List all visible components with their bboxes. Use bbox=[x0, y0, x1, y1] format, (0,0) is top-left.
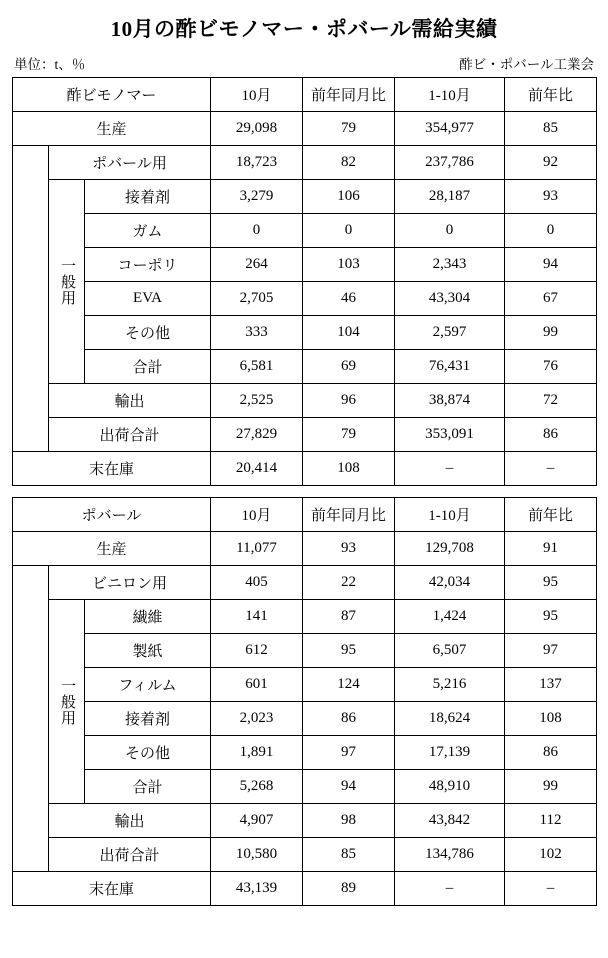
row-value: 353,091 bbox=[395, 418, 505, 452]
table-row bbox=[13, 804, 597, 838]
table-row bbox=[13, 600, 597, 634]
row-value: 20,414 bbox=[211, 452, 303, 486]
row-value: 124 bbox=[303, 668, 395, 702]
row-value: 17,139 bbox=[395, 736, 505, 770]
row-value: 97 bbox=[303, 736, 395, 770]
row-label: 接着剤 bbox=[85, 180, 211, 214]
row-value: 108 bbox=[303, 452, 395, 486]
row-value: – bbox=[505, 872, 597, 906]
row-label: 輸出 bbox=[49, 384, 211, 418]
row-value: 134,786 bbox=[395, 838, 505, 872]
row-value: 94 bbox=[505, 248, 597, 282]
table-header-cell: 前年同月比 bbox=[303, 78, 395, 112]
table-header-cell: 前年比 bbox=[505, 498, 597, 532]
row-value: 405 bbox=[211, 566, 303, 600]
spacer-cell bbox=[13, 146, 49, 452]
row-label: ポバール用 bbox=[49, 146, 211, 180]
row-value: 85 bbox=[303, 838, 395, 872]
table-row bbox=[13, 316, 597, 350]
row-value: 67 bbox=[505, 282, 597, 316]
row-value: 0 bbox=[395, 214, 505, 248]
row-value: 38,874 bbox=[395, 384, 505, 418]
row-value: 237,786 bbox=[395, 146, 505, 180]
row-value: 2,023 bbox=[211, 702, 303, 736]
row-value: 72 bbox=[505, 384, 597, 418]
row-value: 6,581 bbox=[211, 350, 303, 384]
row-value: 89 bbox=[303, 872, 395, 906]
row-label: 生産 bbox=[13, 112, 211, 146]
row-label: 合計 bbox=[85, 350, 211, 384]
row-value: 2,705 bbox=[211, 282, 303, 316]
row-label: 生産 bbox=[13, 532, 211, 566]
row-value: 93 bbox=[505, 180, 597, 214]
table-header-cell: 1-10月 bbox=[395, 498, 505, 532]
row-value: 0 bbox=[505, 214, 597, 248]
table-row bbox=[13, 634, 597, 668]
row-value: 18,624 bbox=[395, 702, 505, 736]
row-value: 137 bbox=[505, 668, 597, 702]
row-value: 86 bbox=[505, 736, 597, 770]
page-title: 10月の酢ビモノマー・ポバール需給実績 bbox=[110, 17, 498, 41]
row-label: 出荷合計 bbox=[49, 418, 211, 452]
row-value: 6,507 bbox=[395, 634, 505, 668]
row-value: – bbox=[395, 872, 505, 906]
row-value: 601 bbox=[211, 668, 303, 702]
row-value: 22 bbox=[303, 566, 395, 600]
row-label: 末在庫 bbox=[13, 872, 211, 906]
subheader-row bbox=[12, 53, 596, 77]
table-row bbox=[13, 248, 597, 282]
table-row bbox=[13, 702, 597, 736]
row-value: 86 bbox=[505, 418, 597, 452]
row-value: 43,304 bbox=[395, 282, 505, 316]
spacer-cell bbox=[13, 566, 49, 872]
row-value: 69 bbox=[303, 350, 395, 384]
row-label: 末在庫 bbox=[13, 452, 211, 486]
row-value: 46 bbox=[303, 282, 395, 316]
row-value: 18,723 bbox=[211, 146, 303, 180]
table-row bbox=[13, 214, 597, 248]
row-value: 95 bbox=[505, 600, 597, 634]
table-row bbox=[13, 668, 597, 702]
table-row bbox=[13, 452, 597, 486]
table-row bbox=[13, 838, 597, 872]
row-value: 85 bbox=[505, 112, 597, 146]
table-header-cell: 10月 bbox=[211, 498, 303, 532]
row-value: 86 bbox=[303, 702, 395, 736]
row-value: 79 bbox=[303, 418, 395, 452]
row-value: 264 bbox=[211, 248, 303, 282]
row-value: 43,139 bbox=[211, 872, 303, 906]
table-poval bbox=[12, 497, 597, 906]
row-value: 95 bbox=[303, 634, 395, 668]
row-value: 11,077 bbox=[211, 532, 303, 566]
row-value: 333 bbox=[211, 316, 303, 350]
table-row bbox=[13, 282, 597, 316]
row-value: 99 bbox=[505, 316, 597, 350]
row-value: 76,431 bbox=[395, 350, 505, 384]
row-value: 4,907 bbox=[211, 804, 303, 838]
row-value: 3,279 bbox=[211, 180, 303, 214]
row-value: 29,098 bbox=[211, 112, 303, 146]
table-header-row bbox=[13, 498, 597, 532]
row-label: フィルム bbox=[85, 668, 211, 702]
row-value: 79 bbox=[303, 112, 395, 146]
row-value: 2,343 bbox=[395, 248, 505, 282]
row-value: 5,268 bbox=[211, 770, 303, 804]
row-value: 94 bbox=[303, 770, 395, 804]
row-value: 96 bbox=[303, 384, 395, 418]
table-header-cell: 10月 bbox=[211, 78, 303, 112]
table-row bbox=[13, 532, 597, 566]
row-label: その他 bbox=[85, 736, 211, 770]
row-value: 112 bbox=[505, 804, 597, 838]
table-header-cell: 前年比 bbox=[505, 78, 597, 112]
table-header-title: 酢ビモノマー bbox=[13, 78, 211, 112]
row-value: 354,977 bbox=[395, 112, 505, 146]
row-label: ビニロン用 bbox=[49, 566, 211, 600]
row-value: 2,525 bbox=[211, 384, 303, 418]
row-value: 106 bbox=[303, 180, 395, 214]
table-row bbox=[13, 872, 597, 906]
table-row bbox=[13, 770, 597, 804]
table-row bbox=[13, 566, 597, 600]
table-row bbox=[13, 146, 597, 180]
row-value: 104 bbox=[303, 316, 395, 350]
table-row bbox=[13, 112, 597, 146]
row-value: – bbox=[505, 452, 597, 486]
group-label-general-use: 一般用 bbox=[49, 600, 85, 804]
row-value: 102 bbox=[505, 838, 597, 872]
row-value: 10,580 bbox=[211, 838, 303, 872]
table-gap bbox=[12, 486, 596, 497]
table-row bbox=[13, 418, 597, 452]
row-value: 42,034 bbox=[395, 566, 505, 600]
row-value: 91 bbox=[505, 532, 597, 566]
row-value: – bbox=[395, 452, 505, 486]
row-value: 2,597 bbox=[395, 316, 505, 350]
row-label: コーポリ bbox=[85, 248, 211, 282]
row-label: 繊維 bbox=[85, 600, 211, 634]
table-header-cell: 1-10月 bbox=[395, 78, 505, 112]
row-value: 82 bbox=[303, 146, 395, 180]
table-row bbox=[13, 180, 597, 214]
row-value: 129,708 bbox=[395, 532, 505, 566]
row-label: 製紙 bbox=[85, 634, 211, 668]
row-label: 接着剤 bbox=[85, 702, 211, 736]
row-label: 合計 bbox=[85, 770, 211, 804]
row-value: 97 bbox=[505, 634, 597, 668]
table-row bbox=[13, 736, 597, 770]
row-value: 0 bbox=[303, 214, 395, 248]
row-value: 0 bbox=[211, 214, 303, 248]
group-label-general-use: 一般用 bbox=[49, 180, 85, 384]
row-value: 87 bbox=[303, 600, 395, 634]
row-value: 1,891 bbox=[211, 736, 303, 770]
source-label: 酢ビ・ポバール工業会 bbox=[459, 57, 594, 72]
row-label: その他 bbox=[85, 316, 211, 350]
unit-note: 単位：t、％ bbox=[14, 57, 86, 72]
row-label: EVA bbox=[85, 282, 211, 316]
row-value: 76 bbox=[505, 350, 597, 384]
row-label: 輸出 bbox=[49, 804, 211, 838]
table-row bbox=[13, 350, 597, 384]
table-header-title: ポバール bbox=[13, 498, 211, 532]
row-value: 612 bbox=[211, 634, 303, 668]
row-value: 98 bbox=[303, 804, 395, 838]
row-label: 出荷合計 bbox=[49, 838, 211, 872]
row-value: 99 bbox=[505, 770, 597, 804]
row-value: 5,216 bbox=[395, 668, 505, 702]
table-header-cell: 前年同月比 bbox=[303, 498, 395, 532]
table-header-row bbox=[13, 78, 597, 112]
row-value: 27,829 bbox=[211, 418, 303, 452]
row-value: 93 bbox=[303, 532, 395, 566]
row-value: 95 bbox=[505, 566, 597, 600]
row-label: ガム bbox=[85, 214, 211, 248]
row-value: 1,424 bbox=[395, 600, 505, 634]
row-value: 28,187 bbox=[395, 180, 505, 214]
table-row bbox=[13, 384, 597, 418]
row-value: 43,842 bbox=[395, 804, 505, 838]
row-value: 48,910 bbox=[395, 770, 505, 804]
row-value: 103 bbox=[303, 248, 395, 282]
row-value: 92 bbox=[505, 146, 597, 180]
row-value: 141 bbox=[211, 600, 303, 634]
row-value: 108 bbox=[505, 702, 597, 736]
table-vinyl-acetate-monomer bbox=[12, 77, 597, 486]
